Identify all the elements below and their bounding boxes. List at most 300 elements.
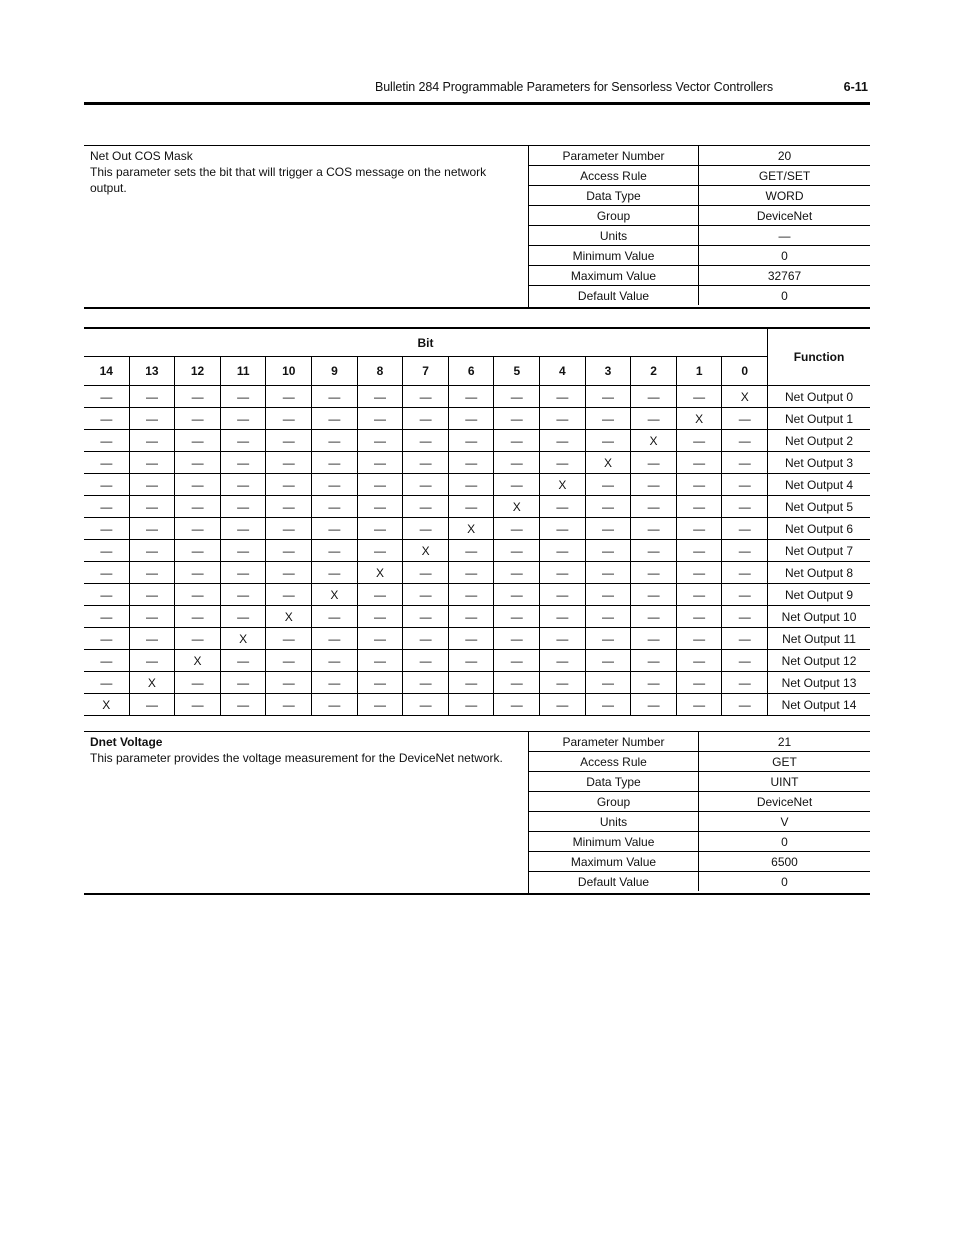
bit-cell: —	[494, 430, 540, 452]
attribute-key: Access Rule	[529, 752, 699, 772]
bit-cell: —	[129, 474, 175, 496]
bit-cell: —	[266, 562, 312, 584]
attribute-row	[529, 792, 870, 812]
bit-cell: —	[722, 628, 768, 650]
attribute-key: Units	[529, 226, 699, 246]
bit-cell: —	[631, 540, 677, 562]
attribute-key: Maximum Value	[529, 852, 699, 872]
bit-cell: —	[540, 584, 586, 606]
bit-cell: —	[494, 606, 540, 628]
bit-cell: —	[540, 430, 586, 452]
bit-cell: —	[403, 430, 449, 452]
bit-column-header: 11	[220, 357, 266, 386]
attribute-key: Units	[529, 812, 699, 832]
bit-cell: —	[84, 474, 129, 496]
bit-cell: —	[448, 628, 494, 650]
bit-cell: —	[403, 628, 449, 650]
attribute-key: Maximum Value	[529, 266, 699, 286]
bit-cell: —	[722, 540, 768, 562]
bit-cell: —	[84, 496, 129, 518]
bit-cell: —	[266, 628, 312, 650]
bit-cell: X	[676, 408, 722, 430]
table-row	[84, 606, 870, 628]
attribute-key: Minimum Value	[529, 832, 699, 852]
bit-cell: —	[448, 606, 494, 628]
bit-cell: —	[631, 694, 677, 716]
param-20-name: Net Out COS Mask	[90, 149, 193, 163]
bit-cell: —	[540, 562, 586, 584]
attribute-row	[529, 852, 870, 872]
function-cell: Net Output 7	[768, 540, 870, 562]
bit-cell: —	[722, 518, 768, 540]
attribute-value: GET	[699, 752, 871, 772]
param-20-block	[84, 145, 870, 309]
bit-cell: —	[403, 452, 449, 474]
bit-cell: —	[357, 672, 403, 694]
table-row	[84, 650, 870, 672]
bit-cell: —	[631, 562, 677, 584]
bit-column-header: 3	[585, 357, 631, 386]
bit-cell: —	[129, 408, 175, 430]
attribute-value: DeviceNet	[699, 792, 871, 812]
bit-cell: —	[494, 562, 540, 584]
attribute-value: DeviceNet	[699, 206, 871, 226]
bit-cell: —	[676, 694, 722, 716]
bit-cell: —	[676, 540, 722, 562]
bit-column-header: 12	[175, 357, 221, 386]
bit-cell: —	[312, 386, 358, 408]
bit-cell: X	[722, 386, 768, 408]
bit-cell: —	[676, 386, 722, 408]
bit-cell: —	[312, 672, 358, 694]
bit-cell: —	[357, 606, 403, 628]
function-cell: Net Output 1	[768, 408, 870, 430]
bit-cell: —	[722, 408, 768, 430]
attribute-row	[529, 772, 870, 792]
bit-cell: —	[448, 386, 494, 408]
bit-cell: —	[722, 496, 768, 518]
attribute-row	[529, 872, 870, 892]
bit-cell: —	[631, 518, 677, 540]
attribute-value: 0	[699, 246, 871, 266]
param-21-block	[84, 731, 870, 895]
function-cell: Net Output 11	[768, 628, 870, 650]
bit-cell: —	[266, 474, 312, 496]
bit-cell: —	[540, 606, 586, 628]
function-cell: Net Output 4	[768, 474, 870, 496]
bit-cell: —	[676, 518, 722, 540]
attribute-key: Minimum Value	[529, 246, 699, 266]
param-21-description: This parameter provides the voltage measurement for the DeviceNet network.	[90, 751, 503, 765]
bit-cell: —	[266, 540, 312, 562]
bit-cell: —	[129, 628, 175, 650]
bit-cell: —	[129, 606, 175, 628]
bit-cell: —	[357, 650, 403, 672]
bit-cell: X	[540, 474, 586, 496]
bit-cell: —	[448, 496, 494, 518]
attribute-key: Data Type	[529, 186, 699, 206]
bit-cell: —	[722, 606, 768, 628]
bit-cell: X	[312, 584, 358, 606]
bit-cell: —	[175, 606, 221, 628]
bit-cell: —	[585, 584, 631, 606]
attribute-key: Parameter Number	[529, 146, 699, 166]
bit-cell: —	[585, 562, 631, 584]
bit-cell: —	[357, 518, 403, 540]
bit-cell: —	[540, 540, 586, 562]
bit-cell: —	[676, 430, 722, 452]
bit-cell: —	[175, 584, 221, 606]
bit-column-header: 0	[722, 357, 768, 386]
bit-cell: —	[175, 430, 221, 452]
bit-cell: —	[585, 408, 631, 430]
bit-cell: —	[84, 650, 129, 672]
bit-cell: —	[312, 496, 358, 518]
bit-cell: —	[129, 540, 175, 562]
attribute-key: Parameter Number	[529, 732, 699, 752]
bit-column-header: 9	[312, 357, 358, 386]
bit-cell: —	[266, 430, 312, 452]
bit-cell: —	[357, 496, 403, 518]
bit-cell: X	[357, 562, 403, 584]
bit-cell: —	[403, 606, 449, 628]
page-number: 6-11	[843, 80, 868, 94]
bit-cell: —	[722, 694, 768, 716]
bit-cell: —	[220, 496, 266, 518]
function-cell: Net Output 10	[768, 606, 870, 628]
bit-cell: —	[266, 650, 312, 672]
bit-cell: —	[631, 386, 677, 408]
attribute-row	[529, 812, 870, 832]
bit-cell: —	[175, 408, 221, 430]
function-cell: Net Output 12	[768, 650, 870, 672]
attribute-row	[529, 752, 870, 772]
bit-cell: —	[175, 540, 221, 562]
bit-cell: —	[220, 430, 266, 452]
bit-cell: —	[129, 694, 175, 716]
bit-cell: —	[722, 562, 768, 584]
bit-cell: —	[585, 628, 631, 650]
bit-cell: —	[220, 408, 266, 430]
bit-cell: —	[403, 650, 449, 672]
bit-cell: —	[312, 562, 358, 584]
bit-cell: —	[357, 694, 403, 716]
bit-column-header: 7	[403, 357, 449, 386]
bit-cell: —	[722, 584, 768, 606]
bit-cell: X	[129, 672, 175, 694]
bit-column-header: 1	[676, 357, 722, 386]
bit-cell: —	[676, 628, 722, 650]
bit-cell: —	[175, 496, 221, 518]
bit-cell: —	[129, 562, 175, 584]
bit-cell: —	[631, 628, 677, 650]
bit-cell: X	[448, 518, 494, 540]
bit-cell: —	[266, 496, 312, 518]
function-cell: Net Output 5	[768, 496, 870, 518]
table-row	[84, 518, 870, 540]
param-20-attributes	[529, 146, 870, 305]
bit-cell: —	[494, 650, 540, 672]
bit-cell: —	[540, 408, 586, 430]
bit-cell: X	[266, 606, 312, 628]
bit-cell: —	[403, 562, 449, 584]
attribute-key: Access Rule	[529, 166, 699, 186]
bit-cell: —	[676, 672, 722, 694]
table-row	[84, 496, 870, 518]
bit-cell: X	[494, 496, 540, 518]
table-row	[84, 474, 870, 496]
bit-cell: —	[220, 672, 266, 694]
bit-cell: —	[129, 518, 175, 540]
table-row	[84, 452, 870, 474]
bit-cell: —	[448, 562, 494, 584]
attribute-key: Data Type	[529, 772, 699, 792]
bit-cell: —	[540, 452, 586, 474]
bit-cell: —	[312, 650, 358, 672]
param-20-info	[84, 146, 528, 198]
bit-cell: —	[540, 628, 586, 650]
attribute-row	[529, 226, 870, 246]
bit-cell: —	[84, 452, 129, 474]
bit-cell: —	[312, 694, 358, 716]
bit-cell: —	[312, 628, 358, 650]
attribute-value: WORD	[699, 186, 871, 206]
attribute-value: 6500	[699, 852, 871, 872]
bit-cell: —	[631, 474, 677, 496]
bit-cell: —	[676, 452, 722, 474]
header-title: Bulletin 284 Programmable Parameters for Sensorless Vector Controllers	[374, 80, 773, 94]
bit-cell: —	[585, 672, 631, 694]
attribute-row	[529, 286, 870, 306]
bit-cell: —	[403, 584, 449, 606]
function-cell: Net Output 6	[768, 518, 870, 540]
bit-cell: —	[312, 408, 358, 430]
bit-cell: —	[494, 408, 540, 430]
attribute-key: Default Value	[529, 872, 699, 892]
bit-cell: —	[494, 672, 540, 694]
function-cell: Net Output 13	[768, 672, 870, 694]
bit-cell: —	[220, 650, 266, 672]
bit-cell: —	[494, 628, 540, 650]
bit-cell: —	[585, 540, 631, 562]
function-cell: Net Output 14	[768, 694, 870, 716]
attribute-key: Default Value	[529, 286, 699, 306]
bit-cell: —	[540, 650, 586, 672]
bit-cell: —	[448, 474, 494, 496]
bit-column-header: 2	[631, 357, 677, 386]
bit-cell: —	[175, 474, 221, 496]
bit-column-header: 14	[84, 357, 129, 386]
attribute-key: Group	[529, 792, 699, 812]
bit-cell: —	[84, 606, 129, 628]
bit-cell: —	[84, 518, 129, 540]
bit-cell: —	[357, 452, 403, 474]
bit-cell: —	[722, 672, 768, 694]
bit-cell: —	[312, 606, 358, 628]
bit-cell: —	[175, 386, 221, 408]
bit-cell: —	[312, 518, 358, 540]
attribute-row	[529, 166, 870, 186]
table-row	[84, 672, 870, 694]
function-cell: Net Output 9	[768, 584, 870, 606]
bit-cell: —	[540, 672, 586, 694]
bit-cell: —	[84, 562, 129, 584]
bit-column-header: 13	[129, 357, 175, 386]
bit-cell: —	[266, 584, 312, 606]
bit-cell: —	[220, 452, 266, 474]
attribute-value: 0	[781, 874, 788, 889]
bit-cell: —	[175, 452, 221, 474]
bit-cell: X	[631, 430, 677, 452]
bit-cell: —	[312, 540, 358, 562]
bit-cell: —	[266, 694, 312, 716]
bit-function-table	[84, 327, 870, 716]
bit-cell: —	[84, 430, 129, 452]
bit-cell: —	[175, 562, 221, 584]
bit-cell: —	[631, 606, 677, 628]
attribute-row	[529, 206, 870, 226]
bit-cell: —	[631, 584, 677, 606]
bit-cell: —	[494, 540, 540, 562]
bit-cell: —	[585, 650, 631, 672]
attribute-value: 0	[781, 288, 788, 303]
bit-cell: —	[175, 672, 221, 694]
bit-cell: —	[540, 694, 586, 716]
bit-cell: —	[175, 518, 221, 540]
bit-cell: —	[129, 452, 175, 474]
bit-cell: —	[448, 408, 494, 430]
function-header: Function	[768, 328, 870, 386]
attribute-row	[529, 266, 870, 286]
attribute-value: GET/SET	[699, 166, 871, 186]
bit-cell: —	[266, 518, 312, 540]
table-row	[84, 628, 870, 650]
bit-cell: —	[540, 496, 586, 518]
bit-cell: —	[448, 584, 494, 606]
bit-cell: —	[403, 496, 449, 518]
attribute-value: 32767	[699, 266, 871, 286]
bit-cell: —	[722, 474, 768, 496]
bit-cell: —	[357, 540, 403, 562]
bit-header: Bit	[417, 335, 434, 350]
bit-cell: —	[540, 386, 586, 408]
attribute-row	[529, 732, 870, 752]
bit-cell: —	[129, 496, 175, 518]
bit-cell: —	[357, 628, 403, 650]
bit-cell: —	[494, 584, 540, 606]
bit-cell: —	[722, 452, 768, 474]
bit-cell: —	[312, 452, 358, 474]
bit-cell: —	[585, 496, 631, 518]
function-cell: Net Output 2	[768, 430, 870, 452]
bit-cell: —	[266, 452, 312, 474]
table-row	[84, 584, 870, 606]
function-cell: Net Output 8	[768, 562, 870, 584]
bit-cell: —	[357, 584, 403, 606]
bit-cell: —	[220, 518, 266, 540]
bit-cell: —	[494, 386, 540, 408]
attribute-value: —	[699, 226, 871, 246]
bit-cell: —	[448, 540, 494, 562]
bit-cell: —	[266, 408, 312, 430]
bit-cell: —	[585, 386, 631, 408]
attribute-row	[529, 246, 870, 266]
table-row	[84, 562, 870, 584]
attribute-value: 0	[699, 832, 871, 852]
bit-cell: —	[631, 452, 677, 474]
bit-cell: —	[403, 474, 449, 496]
bit-cell: —	[448, 452, 494, 474]
attribute-row	[529, 186, 870, 206]
attribute-key: Group	[529, 206, 699, 226]
bit-cell: —	[676, 650, 722, 672]
bit-cell: —	[220, 474, 266, 496]
bit-cell: —	[357, 386, 403, 408]
bit-column-header: 8	[357, 357, 403, 386]
bit-cell: —	[220, 694, 266, 716]
table-row	[84, 386, 870, 408]
bit-cell: —	[129, 584, 175, 606]
param-21-name: Dnet Voltage	[90, 735, 163, 749]
bit-cell: —	[631, 408, 677, 430]
table-row	[84, 540, 870, 562]
bit-cell: —	[403, 518, 449, 540]
header-rule	[84, 102, 870, 105]
bit-cell: —	[448, 430, 494, 452]
bit-cell: —	[676, 474, 722, 496]
bit-cell: —	[540, 518, 586, 540]
bit-cell: —	[585, 606, 631, 628]
page-header	[84, 80, 870, 100]
bit-cell: —	[220, 606, 266, 628]
bit-cell: —	[220, 540, 266, 562]
bit-cell: —	[84, 408, 129, 430]
param-21-attributes	[529, 732, 870, 891]
bit-cell: —	[357, 408, 403, 430]
bit-column-header: 6	[448, 357, 494, 386]
bit-cell: —	[631, 650, 677, 672]
bit-cell: X	[403, 540, 449, 562]
bit-cell: —	[220, 562, 266, 584]
bit-cell: X	[585, 452, 631, 474]
bit-cell: —	[266, 386, 312, 408]
bit-cell: —	[312, 474, 358, 496]
bit-cell: —	[585, 430, 631, 452]
bit-column-header: 10	[266, 357, 312, 386]
bit-cell: —	[403, 408, 449, 430]
param-20-description: This parameter sets the bit that will trigger a COS message on the network output.	[90, 165, 487, 195]
bit-cell: —	[494, 694, 540, 716]
bit-cell: —	[585, 474, 631, 496]
bit-cell: —	[403, 694, 449, 716]
table-row	[84, 408, 870, 430]
bit-cell: —	[357, 474, 403, 496]
function-cell: Net Output 0	[768, 386, 870, 408]
bit-cell: —	[357, 430, 403, 452]
bit-cell: X	[220, 628, 266, 650]
bit-cell: —	[676, 606, 722, 628]
bit-cell: —	[84, 540, 129, 562]
param-21-info	[84, 732, 528, 768]
bit-cell: —	[84, 386, 129, 408]
bit-cell: —	[129, 386, 175, 408]
function-cell: Net Output 3	[768, 452, 870, 474]
bit-cell: —	[722, 650, 768, 672]
bit-cell: —	[220, 386, 266, 408]
bit-cell: —	[175, 628, 221, 650]
bit-cell: —	[84, 584, 129, 606]
attribute-row	[529, 146, 870, 166]
